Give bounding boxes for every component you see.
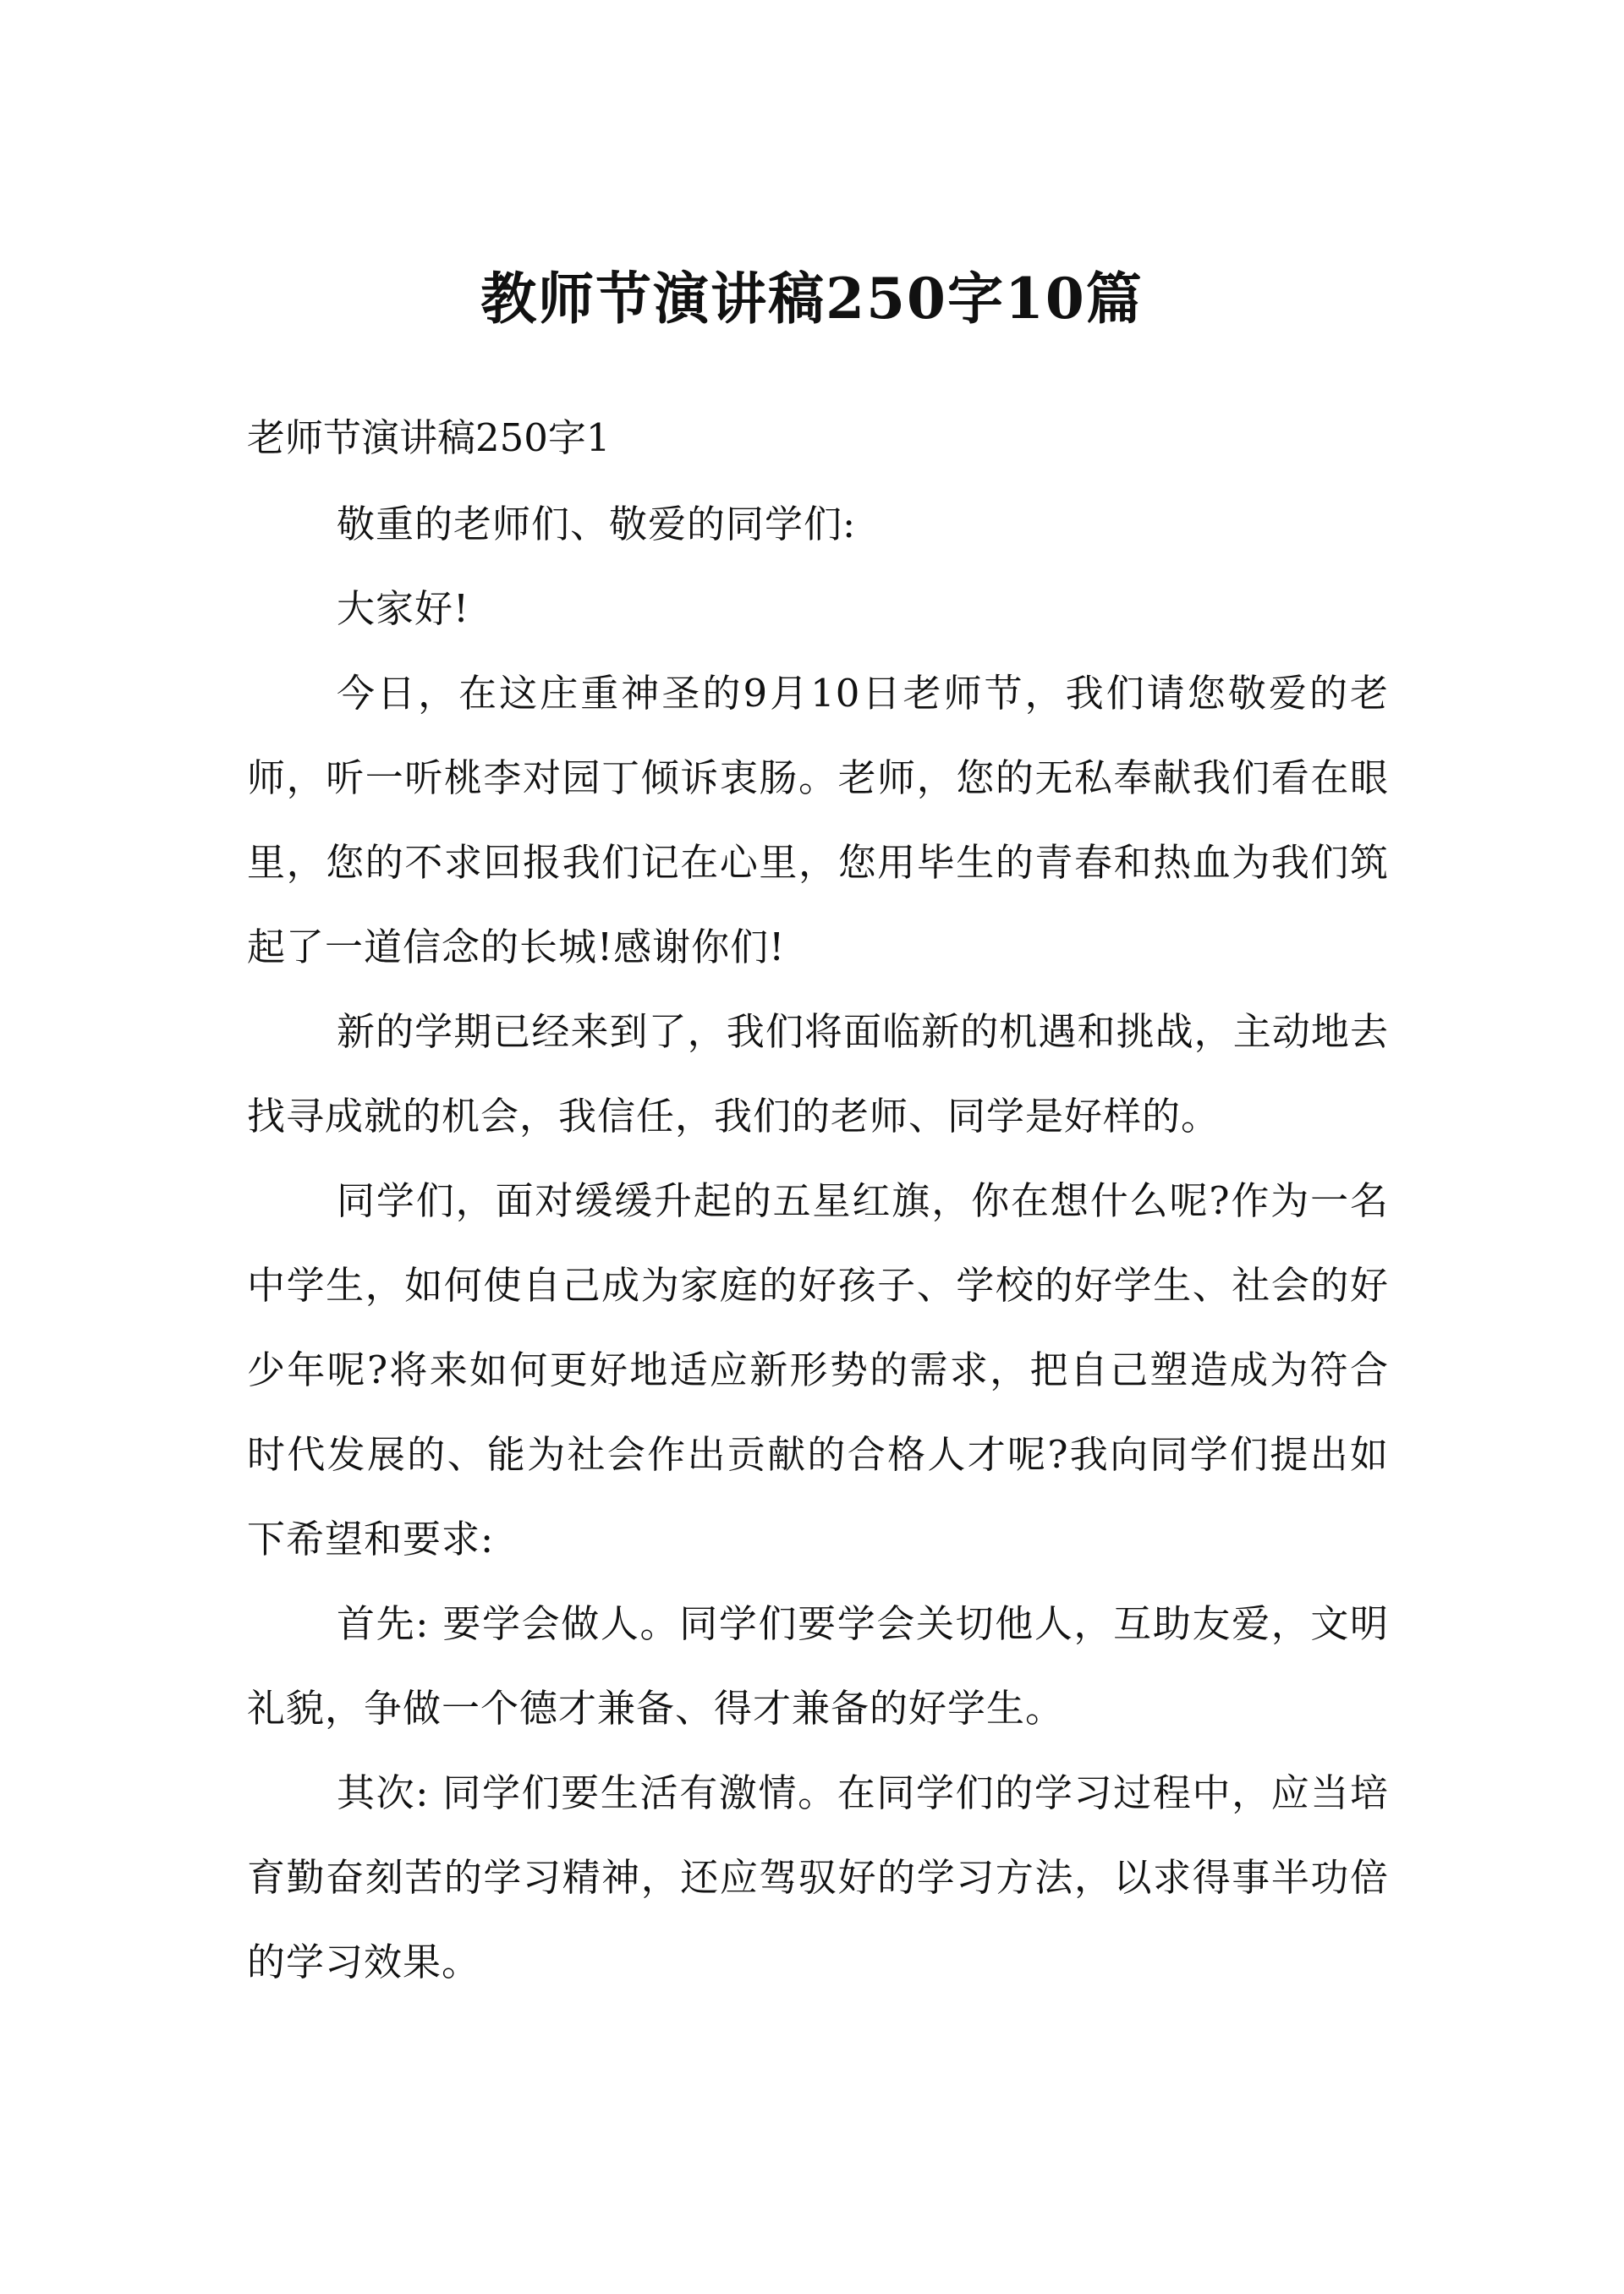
paragraph: 其次: 同学们要生活有激情。在同学们的学习过程中，应当培育勤奋刻苦的学习精神，还应驾驭好的学习方法，以求得事半功倍的学习效果。 — [247, 1770, 1389, 1984]
body-text — [247, 482, 1389, 2005]
section-heading: 老师节演讲稿250字1 — [247, 415, 611, 460]
paragraph-greeting: 大家好! — [337, 586, 470, 631]
paragraph: 今日，在这庄重神圣的9月10日老师节，我们请您敬爱的老师，听一听桃李对园丁倾诉衷肠。老师，您的无私奉献我们看在眼里，您的不求回报我们记在心里，您用毕生的青春和热血为我们筑起了一道信念的长城!感谢你们! — [247, 671, 1389, 969]
paragraph: 首先: 要学会做人。同学们要学会关切他人，互助友爱，文明礼貌，争做一个德才兼备、得才兼备的好学生。 — [247, 1601, 1389, 1731]
paragraph: 新的学期已经来到了，我们将面临新的机遇和挑战，主动地去找寻成就的机会，我信任，我们的老师、同学是好样的。 — [247, 1009, 1389, 1139]
paragraph: 同学们，面对缓缓升起的五星红旗，你在想什么呢?作为一名中学生，如何使自己成为家庭的好孩子、学校的好学生、社会的好少年呢?将来如何更好地适应新形势的需求，把自己塑造成为符合时代发展的、能为社会作出贡献的合格人才呢?我向同学们提出如下希望和要求: — [247, 1178, 1389, 1561]
document-title: 教师节演讲稿250字10篇 — [480, 266, 1144, 332]
paragraph-salutation: 敬重的老师们、敬爱的同学们: — [337, 502, 857, 546]
